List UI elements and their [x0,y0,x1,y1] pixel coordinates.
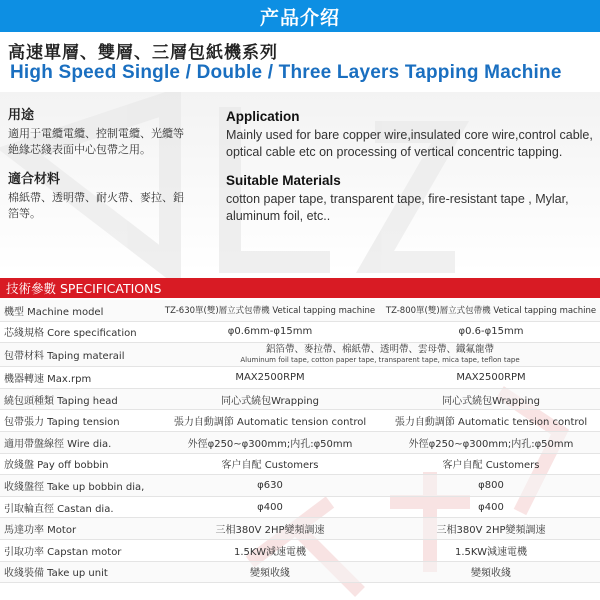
spec-label: 收綫裝備 Take up unit [4,568,108,580]
header-title: 产品介绍 [259,6,340,29]
product-title-en: High Speed Single / Double / Three Layers Tapping Machine [10,62,562,83]
spec-heading: 技術參數 SPECIFICATIONS [6,281,162,296]
application-text-en-1: Mainly used for bare copper wire,insulated core wire,control cable, [226,128,593,142]
spec-header-bar [0,278,600,298]
spec-row-payoff [0,454,600,476]
spec-value-800: φ0.6-φ15mm [458,326,524,338]
spec-row-motor [0,518,600,540]
header-bar [0,0,600,32]
spec-row-rpm [0,367,600,389]
spec-row-taping-material [0,343,600,367]
spec-value-630: 客户自配 Customers [221,460,319,472]
spec-row-takeup-bobbin [0,475,600,497]
spec-row-castan [0,497,600,519]
spec-merged-en: Aluminum foil tape, cotton paper tape, transparent tape, mica tape, teflon tape [240,355,520,364]
spec-value-800: φ800 [478,479,504,491]
spec-label: 機器轉速 Max.rpm [4,373,92,385]
spec-value-630: φ630 [257,479,283,491]
spec-label: 芯綫規格 Core specification [4,328,137,340]
spec-value-800: TZ-800單(雙)層立式包帶機 Vetical tapping machine [385,306,597,317]
spec-value-630: φ0.6mm-φ15mm [227,326,313,338]
spec-label: 引取功率 Capstan motor [4,546,122,558]
spec-label: 馬達功率 Motor [4,525,77,537]
application-text-cn-2: 絶緣芯綫表面中心包帶之用。 [8,143,151,156]
spec-row-wire-dia [0,432,600,454]
spec-value-630: 張力自動調節 Automatic tension control [173,417,367,429]
spec-value-800: φ400 [478,501,504,513]
materials-text-en-1: cotton paper tape, transparent tape, fire-resistant tape , Mylar, [226,192,569,206]
application-text-en-2: optical cable etc on processing of vertical concentric tapping. [226,145,563,159]
spec-table [0,300,600,583]
application-heading-cn: 用途 [8,108,35,123]
spec-label: 適用帶盤線徑 Wire dia. [4,438,112,450]
materials-heading-en: Suitable Materials [226,173,341,188]
spec-value-630: TZ-630單(雙)層立式包帶機 Vetical tapping machine [164,306,376,317]
materials-block-en [226,172,598,225]
spec-label: 包帶材料 Taping materail [4,351,125,363]
materials-text-cn-1: 棉紙帶、透明帶、耐火帶、麥拉、鋁 [8,191,184,204]
spec-row-model [0,300,600,322]
product-title-cn: 高速單層、雙層、三層包紙機系列 [8,43,278,63]
spec-row-tension [0,410,600,432]
spec-row-core [0,322,600,344]
spec-merged-cn: 鋁箔帶、麥拉帶、棉紙帶、透明帶、雲母帶、鐵氟龍帶 [265,343,494,355]
application-text-cn-1: 適用于電纜電纜、控制電纜、光纜等 [8,127,184,140]
spec-label: 引取輪直徑 Castan dia. [4,503,114,515]
spec-label: 繞包頭種類 Taping head [4,395,118,407]
spec-value-800: 1.5KW減速電機 [455,546,527,558]
spec-value-800: MAX2500RPM [456,371,526,383]
spec-value-merged [160,345,600,365]
spec-value-800: 張力自動調節 Automatic tension control [394,417,588,429]
spec-value-800: 變頻收綫 [471,568,511,580]
spec-label: 包帶張力 Taping tension [4,417,120,429]
materials-block-cn [8,172,193,222]
spec-label: 機型 Machine model [4,306,104,318]
spec-value-630: 三相380V 2HP變頻調速 [215,525,325,537]
materials-text-en-2: aluminum foil, etc.. [226,209,331,223]
spec-value-630: 同心式繞包Wrapping [221,395,319,407]
spec-value-630: φ400 [257,501,283,513]
materials-heading-cn: 適合材料 [8,172,61,187]
spec-value-630: 1.5KW減速電機 [234,546,306,558]
spec-value-630: MAX2500RPM [235,371,305,383]
spec-value-630: 外徑φ250~φ300mm;内孔:φ50mm [187,438,353,450]
spec-value-800: 三相380V 2HP變頻調速 [436,525,546,537]
materials-text-cn-2: 箔等。 [8,207,41,220]
spec-row-takeup-unit [0,562,600,584]
spec-label: 收綫盤徑 Take up bobbin dia, [4,481,145,493]
application-block-en [226,108,598,161]
application-block-cn [8,108,193,158]
spec-row-taping-head [0,389,600,411]
spec-value-800: 外徑φ250~φ300mm;内孔:φ50mm [408,438,574,450]
spec-value-800: 同心式繞包Wrapping [442,395,540,407]
spec-value-800: 客户自配 Customers [442,460,540,472]
spec-label: 放綫盤 Pay off bobbin [4,460,109,472]
spec-row-capstan [0,540,600,562]
spec-value-630: 變頻收綫 [250,568,290,580]
application-heading-en: Application [226,109,300,124]
